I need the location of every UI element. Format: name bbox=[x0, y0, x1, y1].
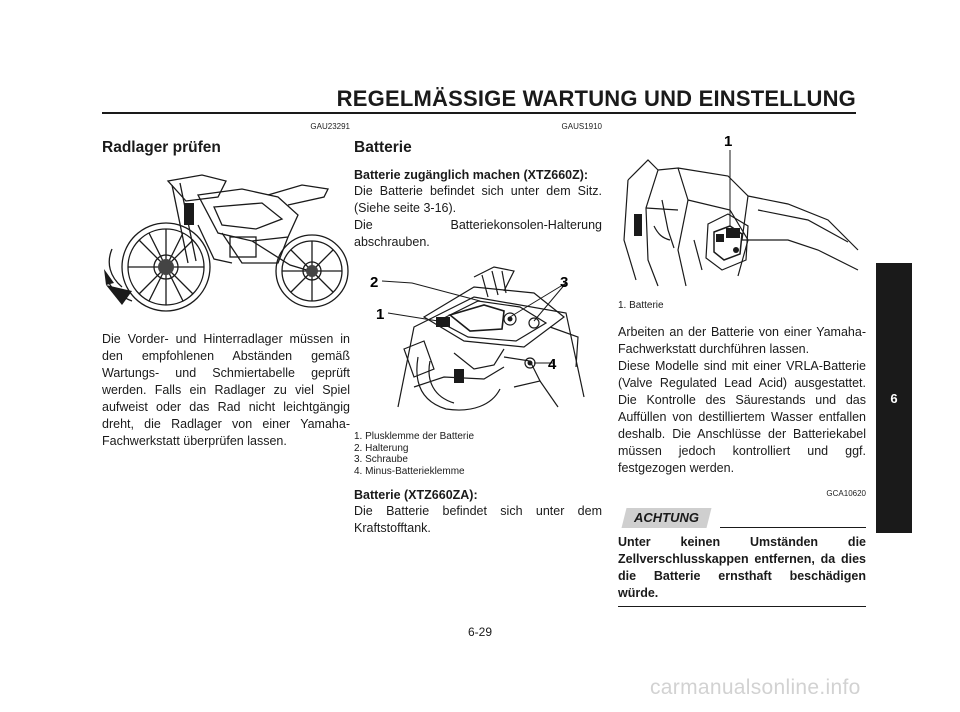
page-number: 6-29 bbox=[467, 625, 493, 639]
motorcycle-front-wheel-illustration bbox=[102, 167, 350, 315]
figure-label-4: 4 bbox=[548, 356, 557, 373]
battery-location-text: Die Batterie befindet sich unter dem Sitz. (Siehe seite 3-16). bbox=[354, 184, 602, 215]
caution-badge: ACHTUNG bbox=[622, 508, 712, 528]
chapter-tab-number: 6 bbox=[890, 391, 898, 406]
battery-bracket-illustration bbox=[354, 257, 602, 417]
caption-positive-terminal: 1. Plusklemme der Batterie bbox=[354, 431, 475, 442]
figure-label-1: 1 bbox=[376, 306, 385, 323]
section-code: GAUS1910 bbox=[561, 122, 602, 131]
section-title-battery: Batterie bbox=[354, 139, 412, 156]
caption-battery: 1. Batterie bbox=[618, 300, 664, 311]
column-battery-continued bbox=[618, 122, 866, 607]
caution-text: Unter keinen Umständen die Zellverschlusskappen entfernen, da dies die Batterie ernsthaft beschädigen würde. bbox=[618, 534, 866, 600]
caution-box bbox=[618, 508, 866, 608]
bracket-removal-text: Die Batteriekonsolen-Halterung abschrauben. bbox=[354, 218, 602, 249]
page-header-title: REGELMÄSSIGE WARTUNG UND EINSTELLUNG bbox=[336, 86, 856, 111]
watermark: carmanualsonline.info bbox=[650, 676, 861, 699]
vrla-battery-text: Diese Modelle sind mit einer VRLA-Batterie (Valve Regulated Lead Acid) ausgestattet. Die Kontrolle des Säurestands und das Auffüllen von destilliertem Wasser entfallen deshalb. Die Anschlüsse der Batteriekabel müssen jedoch kontrolliert und ggf. festgezogen werden. bbox=[618, 358, 866, 475]
figure-label-1: 1 bbox=[724, 133, 733, 150]
wheel-bearings-text: Die Vorder- und Hinterradlager müssen in den empfohlenen Abständen gemäß Wartungs- und Schmiertabelle geprüft werden. Falls ein Radlager zu viel Spiel aufweist oder das Rad nicht leichtgängig dreht, die Radlager von einer Yamaha-Fachwerkstatt überprüfen lassen. bbox=[102, 332, 350, 448]
header-rule bbox=[102, 112, 856, 114]
caution-code: GCA10620 bbox=[826, 488, 866, 498]
column-wheel-bearings bbox=[102, 122, 350, 450]
figure-label-3: 3 bbox=[560, 274, 569, 291]
battery-location-illustration bbox=[618, 130, 866, 290]
caption-negative-terminal: 4. Minus-Batterieklemme bbox=[354, 465, 465, 477]
caption-bracket: 2. Halterung bbox=[354, 442, 409, 454]
chapter-tab[interactable] bbox=[876, 263, 912, 533]
battery-under-tank-text: Die Batterie befindet sich unter dem Kraftstofftank. bbox=[354, 504, 602, 535]
subtitle-battery-access-xtz660z: Batterie zugänglich machen (XTZ660Z): bbox=[354, 168, 589, 182]
caution-rule-top bbox=[720, 527, 866, 529]
caption-screw: 3. Schraube bbox=[354, 454, 408, 465]
caution-rule-bottom bbox=[618, 606, 866, 608]
subtitle-battery-xtz660za: Batterie (XTZ660ZA): bbox=[354, 488, 478, 502]
figure-label-2: 2 bbox=[370, 274, 379, 291]
section-title-wheel-bearings: Radlager prüfen bbox=[102, 139, 221, 156]
dealer-service-text: Arbeiten an der Batterie von einer Yamaha-Fachwerkstatt durchführen lassen. bbox=[618, 324, 866, 356]
section-code: GAU23291 bbox=[310, 122, 350, 131]
column-battery bbox=[354, 122, 602, 537]
